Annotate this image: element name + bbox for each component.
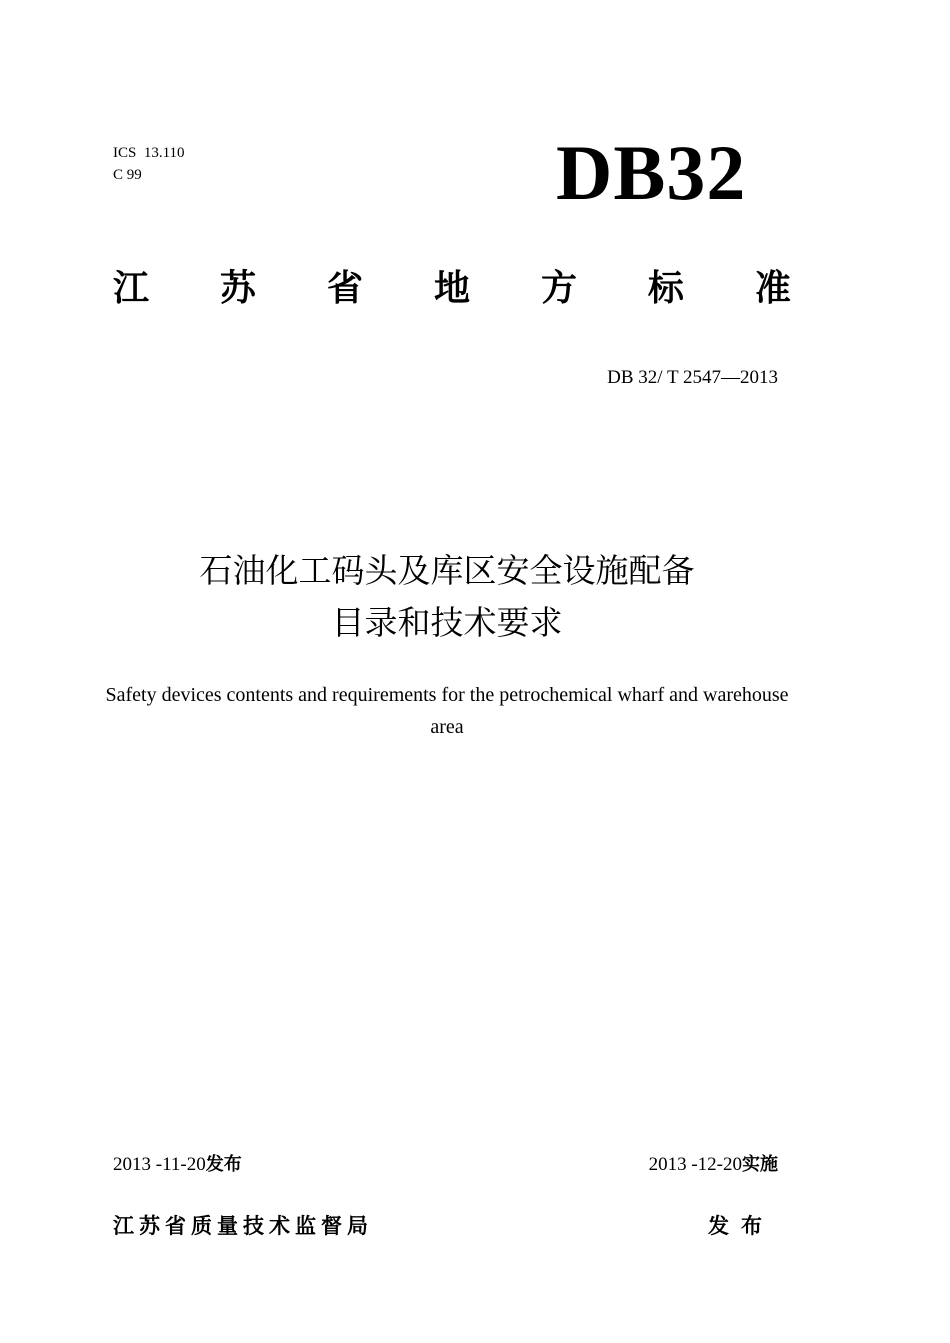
- ccs-code: C 99: [113, 167, 142, 183]
- standard-type-char: 省: [326, 268, 363, 309]
- title-chinese-line-2: 目录和技术要求: [331, 603, 563, 642]
- ics-code: ICS 13.110: [113, 145, 185, 161]
- classification-codes: [113, 142, 185, 186]
- standard-type-char: 准: [754, 268, 791, 309]
- issue-date: [113, 1152, 242, 1178]
- issue-label: 发布: [708, 1214, 774, 1238]
- implementation-date-value: 2013 -12-20: [648, 1154, 742, 1175]
- title-chinese-line-1: 石油化工码头及库区安全设施配备: [199, 551, 695, 590]
- standard-type-char: 方: [540, 268, 577, 309]
- implementation-date: [649, 1152, 778, 1178]
- standard-type-char: 苏: [219, 268, 256, 309]
- issue-date-value: 2013 -11-20: [113, 1154, 206, 1175]
- standard-type-heading: [113, 262, 791, 316]
- standard-type-char: 江: [113, 268, 150, 309]
- title-english: Safety devices contents and requirements for the petrochemical wharf and warehouse area: [105, 684, 789, 738]
- standard-code-logo: DB32: [556, 129, 747, 216]
- standard-type-char: 地: [433, 268, 470, 309]
- standard-type-char: 标: [647, 268, 684, 309]
- issuing-authority: 江苏省质量技术监督局: [113, 1214, 373, 1238]
- issue-date-suffix: 发布: [205, 1154, 242, 1175]
- implementation-date-suffix: 实施: [742, 1154, 778, 1175]
- standard-number: DB 32/ T 2547—2013: [607, 367, 778, 388]
